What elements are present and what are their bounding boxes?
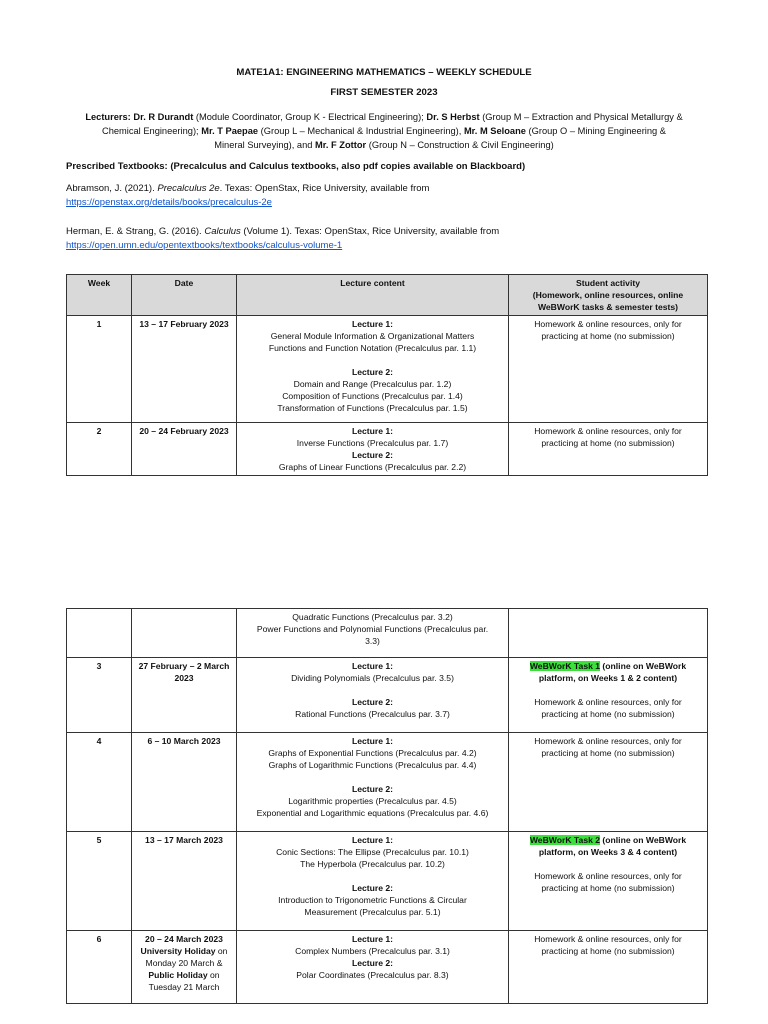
lecturers-line-2: Chemical Engineering); Mr. T Paepae (Group L – Mechanical & Industrial Engineering), Mr. M Seloane (Group O – Mining Engineering & <box>101 126 666 136</box>
textbook-1-title: Precalculus 2e <box>157 183 220 194</box>
student-activity: Homework & online resources, only for practicing at home (no submission) <box>509 316 708 423</box>
textbook-1-link[interactable]: https://openstax.org/details/books/precalculus-2e <box>66 197 272 208</box>
lecturer-herbst: Dr. S Herbst <box>426 112 480 122</box>
student-activity: WeBWorK Task 1 (online on WeBWork platform, on Weeks 1 & 2 content) Homework & online resources, only for practicing at home (no submission) <box>509 658 708 733</box>
table-row <box>67 658 708 733</box>
table-row <box>67 733 708 832</box>
week-date: 6 – 10 March 2023 <box>132 733 237 832</box>
week-number: 5 <box>67 832 132 931</box>
lecture-content: Lecture 1: Conic Sections: The Ellipse (Precalculus par. 10.1) The Hyperbola (Precalculus par. 10.2) Lecture 2: Introduction to Trigonometric Functions & Circular Measurement (Precalculus par. 5.1) <box>237 832 509 931</box>
lecture-content: Lecture 1: Dividing Polynomials (Precalculus par. 3.5) Lecture 2: Rational Functions (Precalculus par. 3.7) <box>237 658 509 733</box>
table-row <box>67 931 708 1004</box>
lecturers-line-3: Mineral Surveying), and Mr. F Zottor (Group N – Construction & Civil Engineering) <box>214 140 554 150</box>
textbook-2-citation: Herman, E. & Strang, G. (2016). Calculus (Volume 1). Texas: OpenStax, Rice University, available from <box>66 226 500 237</box>
week-number: 4 <box>67 733 132 832</box>
student-activity: Homework & online resources, only for practicing at home (no submission) <box>509 931 708 1004</box>
week-date: 20 – 24 February 2023 <box>132 423 237 476</box>
table-row <box>67 423 708 476</box>
week-date: 20 – 24 March 2023 University Holiday on Monday 20 March & Public Holiday on Tuesday 21 March <box>132 931 237 1004</box>
lecturers-label: Lecturers: <box>85 112 131 122</box>
textbook-2-link[interactable]: https://open.umn.edu/opentextbooks/textbooks/calculus-volume-1 <box>66 240 343 251</box>
student-activity: WeBWorK Task 2 (online on WeBWork platform, on Weeks 3 & 4 content) Homework & online resources, only for practicing at home (no submission) <box>509 832 708 931</box>
lecturer-paepae: Mr. T Paepae <box>201 126 259 136</box>
textbooks-heading: Prescribed Textbooks: (Precalculus and Calculus textbooks, also pdf copies available on Blackboard) <box>66 161 526 172</box>
lecturer-seloane: Mr. M Seloane <box>463 126 526 136</box>
lecture-content: Lecture 1: Graphs of Exponential Functions (Precalculus par. 4.2) Graphs of Logarithmic Functions (Precalculus par. 4.4) Lecture 2: Logarithmic properties (Precalculus par. 4.5) Exponential and Logarithmic equations (Precalculus par. 4.6) <box>237 733 509 832</box>
document-title: MATE1A1: ENGINEERING MATHEMATICS – WEEKLY SCHEDULE <box>236 67 532 78</box>
semester-heading: FIRST SEMESTER 2023 <box>330 87 438 98</box>
header-lecture-content: Lecture content <box>237 275 509 316</box>
week-date: 13 – 17 March 2023 <box>132 832 237 931</box>
lecture-content: Lecture 1: General Module Information & Organizational Matters Functions and Function Notation (Precalculus par. 1.1) Lecture 2: Domain and Range (Precalculus par. 1.2) Composition of Functions (Precalculus par. 1.4) Transformation of Functions (Precalculus par. 1.5) <box>237 316 509 423</box>
lecturers-line-1: Lecturers: Dr. R Durandt (Module Coordinator, Group K - Electrical Engineering); Dr. S Herbst (Group M – Extraction and Physical Metallurgy & <box>85 112 683 122</box>
table-row <box>67 832 708 931</box>
week-number: 2 <box>67 423 132 476</box>
header-week: Week <box>67 275 132 316</box>
webwork-task-badge: WeBWorK Task 1 <box>529 661 601 671</box>
week-date: 13 – 17 February 2023 <box>132 316 237 423</box>
lecture-content: Lecture 1: Complex Numbers (Precalculus par. 3.1) Lecture 2: Polar Coordinates (Precalculus par. 8.3) <box>237 931 509 1004</box>
lecture-content: Lecture 1: Inverse Functions (Precalculus par. 1.7) Lecture 2: Graphs of Linear Functions (Precalculus par. 2.2) <box>237 423 509 476</box>
student-activity: Homework & online resources, only for practicing at home (no submission) <box>509 423 708 476</box>
schedule-table-part-2 <box>66 608 708 1004</box>
week-date: 27 February – 2 March 2023 <box>132 658 237 733</box>
week-number: 3 <box>67 658 132 733</box>
table-row <box>67 609 708 658</box>
textbook-1-citation: Abramson, J. (2021). Precalculus 2e. Texas: OpenStax, Rice University, available from <box>66 183 430 194</box>
table-header-row <box>67 275 708 316</box>
header-date: Date <box>132 275 237 316</box>
week-number: 6 <box>67 931 132 1004</box>
textbook-2-title: Calculus <box>204 226 241 237</box>
lecture-content: Quadratic Functions (Precalculus par. 3.2) Power Functions and Polynomial Functions (Precalculus par. 3.3) <box>237 609 509 658</box>
lecturer-durandt: Dr. R Durandt <box>133 112 194 122</box>
student-activity: Homework & online resources, only for practicing at home (no submission) <box>509 733 708 832</box>
webwork-task-badge: WeBWorK Task 2 <box>529 835 601 845</box>
header-student-activity: Student activity (Homework, online resources, online WeBWorK tasks & semester tests) <box>509 275 708 316</box>
week-number: 1 <box>67 316 132 423</box>
table-row <box>67 316 708 423</box>
lecturer-zottor: Mr. F Zottor <box>315 140 367 150</box>
schedule-table-part-1 <box>66 274 708 476</box>
